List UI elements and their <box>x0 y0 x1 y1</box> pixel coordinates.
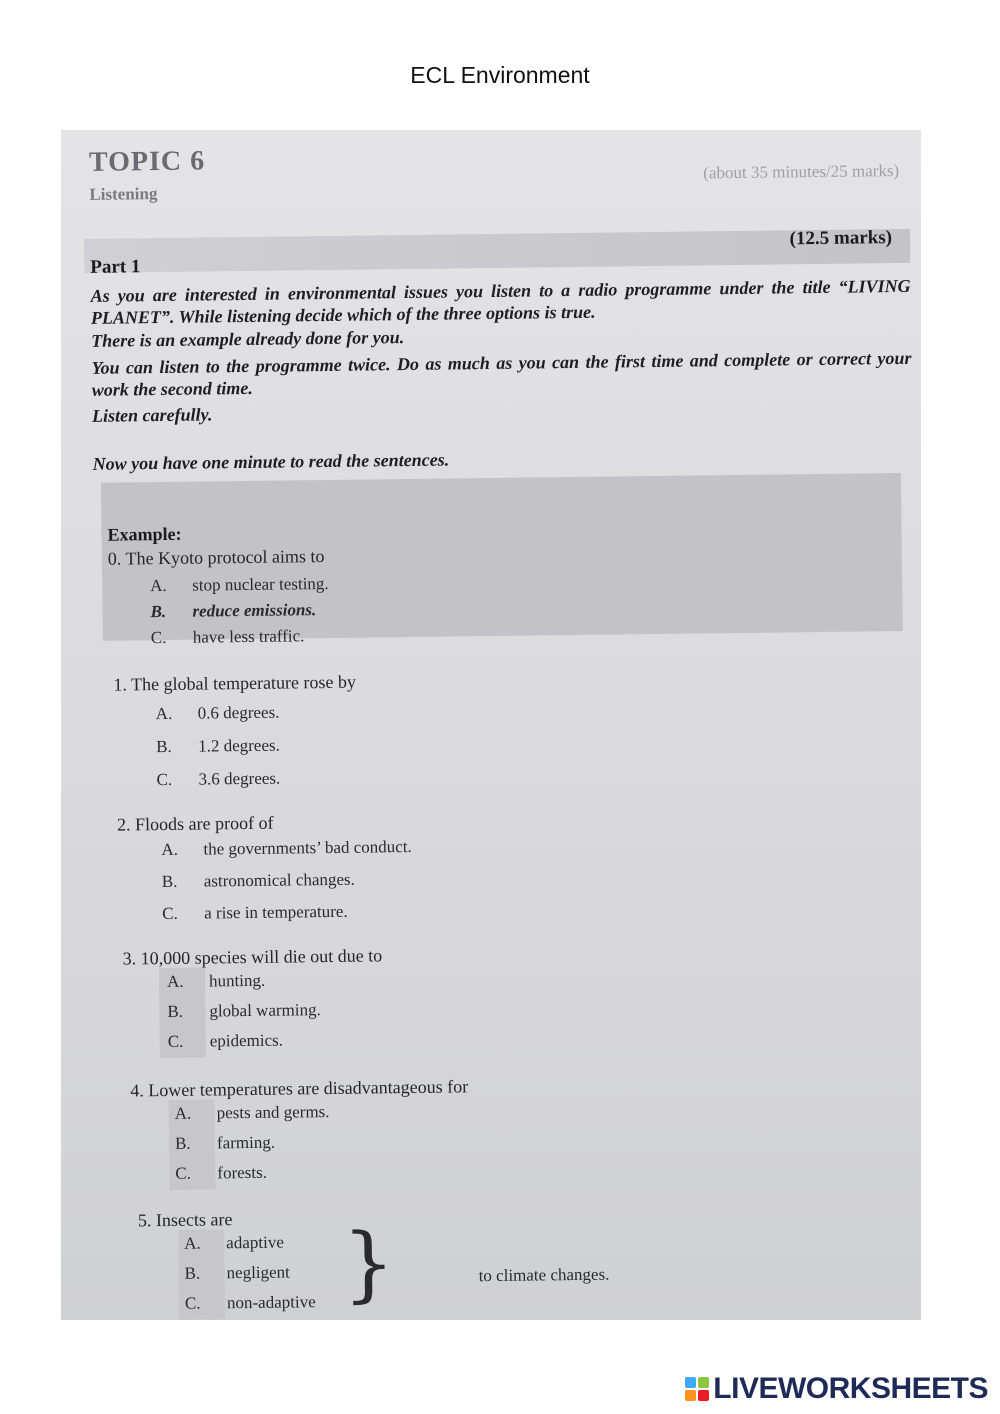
instruction-listen-twice: You can listen to the programme twice. Do as much as you can the first time and complete or correct your work the second time. <box>91 347 912 400</box>
instruction-read-time: Now you have one minute to read the sentences. <box>92 449 450 474</box>
option-letter: A. <box>161 839 179 860</box>
option-letter: C. <box>156 769 173 790</box>
option-text: forests. <box>217 1162 268 1183</box>
q5-option-a[interactable] <box>184 1233 284 1254</box>
liveworksheets-footer[interactable] <box>685 1372 988 1406</box>
question-5: 5. Insects are <box>137 1209 233 1231</box>
liveworksheets-logo-icon <box>685 1377 709 1401</box>
option-letter: C. <box>150 627 167 648</box>
option-text: astronomical changes. <box>203 869 355 891</box>
option-text: reduce emissions. <box>192 600 317 621</box>
brand-name: LIVEWORKSHEETS <box>713 1372 988 1405</box>
q2-option-c[interactable] <box>162 902 348 924</box>
part-banner <box>84 229 910 273</box>
q4-option-b[interactable] <box>175 1133 275 1154</box>
q1-option-b[interactable] <box>156 736 280 758</box>
option-letter: B. <box>184 1263 201 1283</box>
option-letter: A. <box>166 971 184 991</box>
question-4: 4. Lower temperatures are disadvantageous for <box>130 1076 469 1101</box>
option-text: global warming. <box>209 1000 321 1021</box>
option-letter: B. <box>174 1133 191 1153</box>
question-2: 2. Floods are proof of <box>116 812 274 835</box>
instruction-listen-carefully: Listen carefully. <box>91 404 213 426</box>
option-letter: A. <box>150 575 167 596</box>
part-marks: (12.5 marks) <box>789 227 893 250</box>
option-letter: C. <box>175 1163 192 1183</box>
q3-option-c[interactable] <box>168 1031 283 1052</box>
option-letter: B. <box>167 1001 184 1021</box>
option-letter: B. <box>156 736 172 757</box>
option-letter: B. <box>150 601 167 622</box>
option-letter: C. <box>162 903 178 924</box>
example-label: Example: <box>107 523 182 545</box>
worksheet-photo <box>61 130 921 1320</box>
option-text: hunting. <box>208 970 266 991</box>
option-letter: A. <box>155 703 173 724</box>
q1-option-a[interactable] <box>156 703 280 725</box>
q3-option-a[interactable] <box>167 971 265 992</box>
q5-option-b[interactable] <box>184 1263 290 1284</box>
example-option-a <box>150 574 329 596</box>
option-text: have less traffic. <box>192 626 305 647</box>
worksheet-title: ECL Environment <box>410 62 590 88</box>
q5-option-c[interactable] <box>185 1292 316 1314</box>
option-text: 0.6 degrees. <box>197 702 280 723</box>
q4-option-c[interactable] <box>175 1163 267 1184</box>
question-1: 1. The global temperature rose by <box>113 671 357 695</box>
section-label: Listening <box>89 184 158 204</box>
question-3: 3. 10,000 species will die out due to <box>122 945 383 969</box>
option-text: non-adaptive <box>226 1292 316 1313</box>
time-note: (about 35 minutes/25 marks) <box>703 160 900 183</box>
q4-option-a[interactable] <box>175 1102 330 1124</box>
option-text: pests and germs. <box>216 1102 330 1123</box>
option-text: negligent <box>226 1262 290 1283</box>
q3-option-b[interactable] <box>167 1000 321 1022</box>
topic-heading: TOPIC 6 <box>88 145 206 178</box>
option-text: a rise in temperature. <box>204 901 348 923</box>
option-text: epidemics. <box>209 1030 284 1051</box>
part-heading: Part 1 <box>90 256 141 278</box>
option-text: the governments’ bad conduct. <box>203 836 412 859</box>
option-text: 3.6 degrees. <box>198 768 281 789</box>
q5-continuation: to climate changes. <box>478 1264 610 1286</box>
example-option-c <box>151 626 305 648</box>
option-letter: B. <box>161 871 178 892</box>
option-letter: C. <box>184 1293 201 1313</box>
option-letter: C. <box>167 1031 184 1051</box>
example-option-b <box>150 600 316 622</box>
example-question: 0. The Kyoto protocol aims to <box>107 546 325 569</box>
q2-option-b[interactable] <box>162 870 355 892</box>
instruction-paragraph: As you are interested in environmental issues you listen to a radio programme under the title “LIVING PLANET”. While listening decide which of the three options is true. <box>90 275 911 328</box>
q2-option-a[interactable] <box>161 837 412 860</box>
curly-brace: } <box>341 1216 396 1312</box>
option-letter: A. <box>174 1103 192 1123</box>
option-text: adaptive <box>226 1232 284 1253</box>
instruction-example-note: There is an example already done for you. <box>91 327 405 351</box>
option-letter: A. <box>184 1233 201 1253</box>
option-text: farming. <box>216 1132 276 1153</box>
option-text: 1.2 degrees. <box>198 735 280 756</box>
option-text: stop nuclear testing. <box>192 573 329 595</box>
q1-option-c[interactable] <box>156 769 280 791</box>
